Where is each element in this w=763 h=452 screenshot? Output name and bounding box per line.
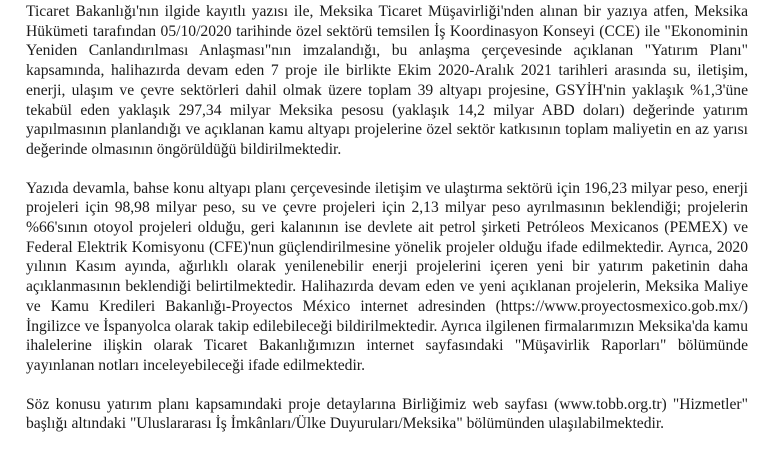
paragraph-spacer — [26, 160, 748, 179]
document-body — [26, 2, 748, 434]
paragraph-investment-plan: Ticaret Bakanlığı'nın ilgide kayıtlı yazısı ile, Meksika Ticaret Müşavirliği'nden alınan bir yazıya atfen, Meksika Hükümeti tarafından 05/10/2020 tarihinde özel sektörü temsilen İş Koordinasyon Konseyi (CCE) ile "Ekonominin Yeniden Canlandırılması Anlaşması"nın imzalandığı, bu anlaşma çerçevesinde açıklanan "Yatırım Planı" kapsamında, halihazırda devam eden 7 proje ile birlikte Ekim 2020-Aralık 2021 tarihleri arasında su, iletişim, enerji, ulaşım ve çevre sektörleri dahil olmak üzere toplam 39 altyapı projesine, GSYİH'nin yaklaşık %1,3'üne tekabül eden yaklaşık 297,34 milyar Meksika pesosu (yaklaşık 14,2 milyar ABD doları) değerinde yatırım yapılmasının planlandığı ve açıklanan kamu altyapı projelerine özel sektör katkısının toplam maliyetin en az yarısı değerinde olmasının öngörüldüğü bildirilmektedir. — [26, 3, 748, 158]
paragraph-sector-allocation: Yazıda devamla, bahse konu altyapı planı çerçevesinde iletişim ve ulaştırma sektörü için 196,23 milyar peso, enerji projeleri için 98,98 milyar peso, su ve çevre projeleri için 2,13 milyar peso ayrılmasının beklendiği; projelerin %66'sının otoyol projeleri olduğu, geri kalanının ise devlete ait petrol şirketi Petróleos Mexicanos (PEMEX) ve Federal Elektrik Komisyonu (CFE)'nun güçlendirilmesine yönelik projeler olduğu ifade edilmektedir. Ayrıca, 2020 yılının Kasım ayında, ağırlıklı olarak yenilenebilir enerji projelerini içeren yeni bir yatırım paketinin daha açıklanmasının beklendiği belirtilmektedir. Halihazırda devam eden ve yeni açıklanan projelerin, Meksika Maliye ve Kamu Kredileri Bakanlığı-Proyectos México internet adresinden (https://www.proyectosmexico.gob.mx/) İngilizce ve İspanyolca olarak takip edilebileceği bildirilmektedir. Ayrıca ilgilenen firmalarımızın Meksika'da kamu ihalelerine ilişkin olarak Ticaret Bakanlığımızın internet sayfasındaki "Müşavirlik Raporları" bölümünde yayınlanan notları inceleyebileceği ifade edilmektedir. — [26, 179, 748, 374]
paragraph-website-reference: Söz konusu yatırım planı kapsamındaki proje detaylarına Birliğimiz web sayfası (www.tobb.org.tr) "Hizmetler" başlığı altındaki "Uluslararası İş İmkânları/Ülke Duyuruları/Meksika" bölümünden ulaşılabilmektedir. — [26, 395, 748, 433]
paragraph-spacer — [26, 376, 748, 395]
